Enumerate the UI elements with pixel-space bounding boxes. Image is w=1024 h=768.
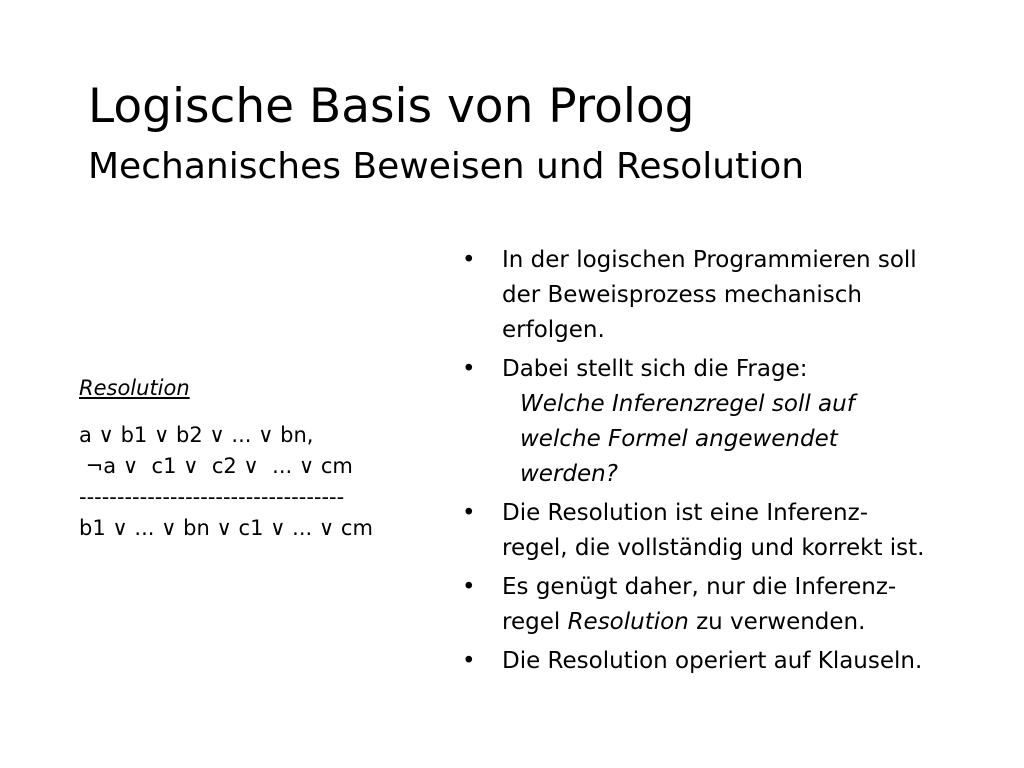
list-item (460, 352, 1000, 492)
slide-subtitle: Mechanisches Beweisen und Resolution (88, 146, 805, 187)
bullet-icon: • (462, 356, 476, 382)
question-text: welche Formel angewendet (520, 426, 838, 452)
bullet-icon: • (462, 247, 476, 273)
bullet-text: Dabei stellt sich die Frage: (502, 356, 808, 382)
bullet-text: In der logischen Programmieren soll (502, 247, 917, 273)
list-item (460, 243, 1000, 348)
bullet-icon: • (462, 574, 476, 600)
bullet-icon: • (462, 500, 476, 526)
bullet-text-suffix: zu verwenden. (688, 609, 866, 635)
list-item (460, 496, 1000, 566)
bullet-list (460, 243, 1000, 683)
bullet-text: Es genügt daher, nur die Inferenz- (502, 574, 897, 600)
resolution-rule-block (79, 374, 373, 544)
bullet-text-prefix: regel (502, 609, 568, 635)
premise-line-1: a ∨ b1 ∨ b2 ∨ ... ∨ bn, (79, 423, 314, 447)
bullet-icon: • (462, 648, 476, 674)
list-item (460, 644, 1000, 679)
inference-divider: ----------------------------------- (79, 485, 345, 509)
bullet-text: Die Resolution operiert auf Klauseln. (502, 648, 923, 674)
conclusion-line: b1 ∨ ... ∨ bn ∨ c1 ∨ ... ∨ cm (79, 516, 373, 540)
question-text: werden? (520, 461, 618, 487)
bullet-text: der Beweisprozess mechanisch (502, 282, 862, 308)
bullet-text: Die Resolution ist eine Inferenz- (502, 500, 868, 526)
bullet-text: erfolgen. (502, 317, 605, 343)
question-text: Welche Inferenzregel soll auf (520, 391, 855, 417)
slide-title: Logische Basis von Prolog (88, 79, 695, 134)
emphasized-term: Resolution (567, 609, 689, 635)
resolution-heading: Resolution (79, 376, 190, 400)
bullet-text-mixed (502, 605, 1000, 640)
premise-line-2: ¬a ∨ c1 ∨ c2 ∨ ... ∨ cm (79, 454, 353, 478)
list-item (460, 570, 1000, 640)
bullet-text: regel, die vollständig und korrekt ist. (502, 535, 925, 561)
